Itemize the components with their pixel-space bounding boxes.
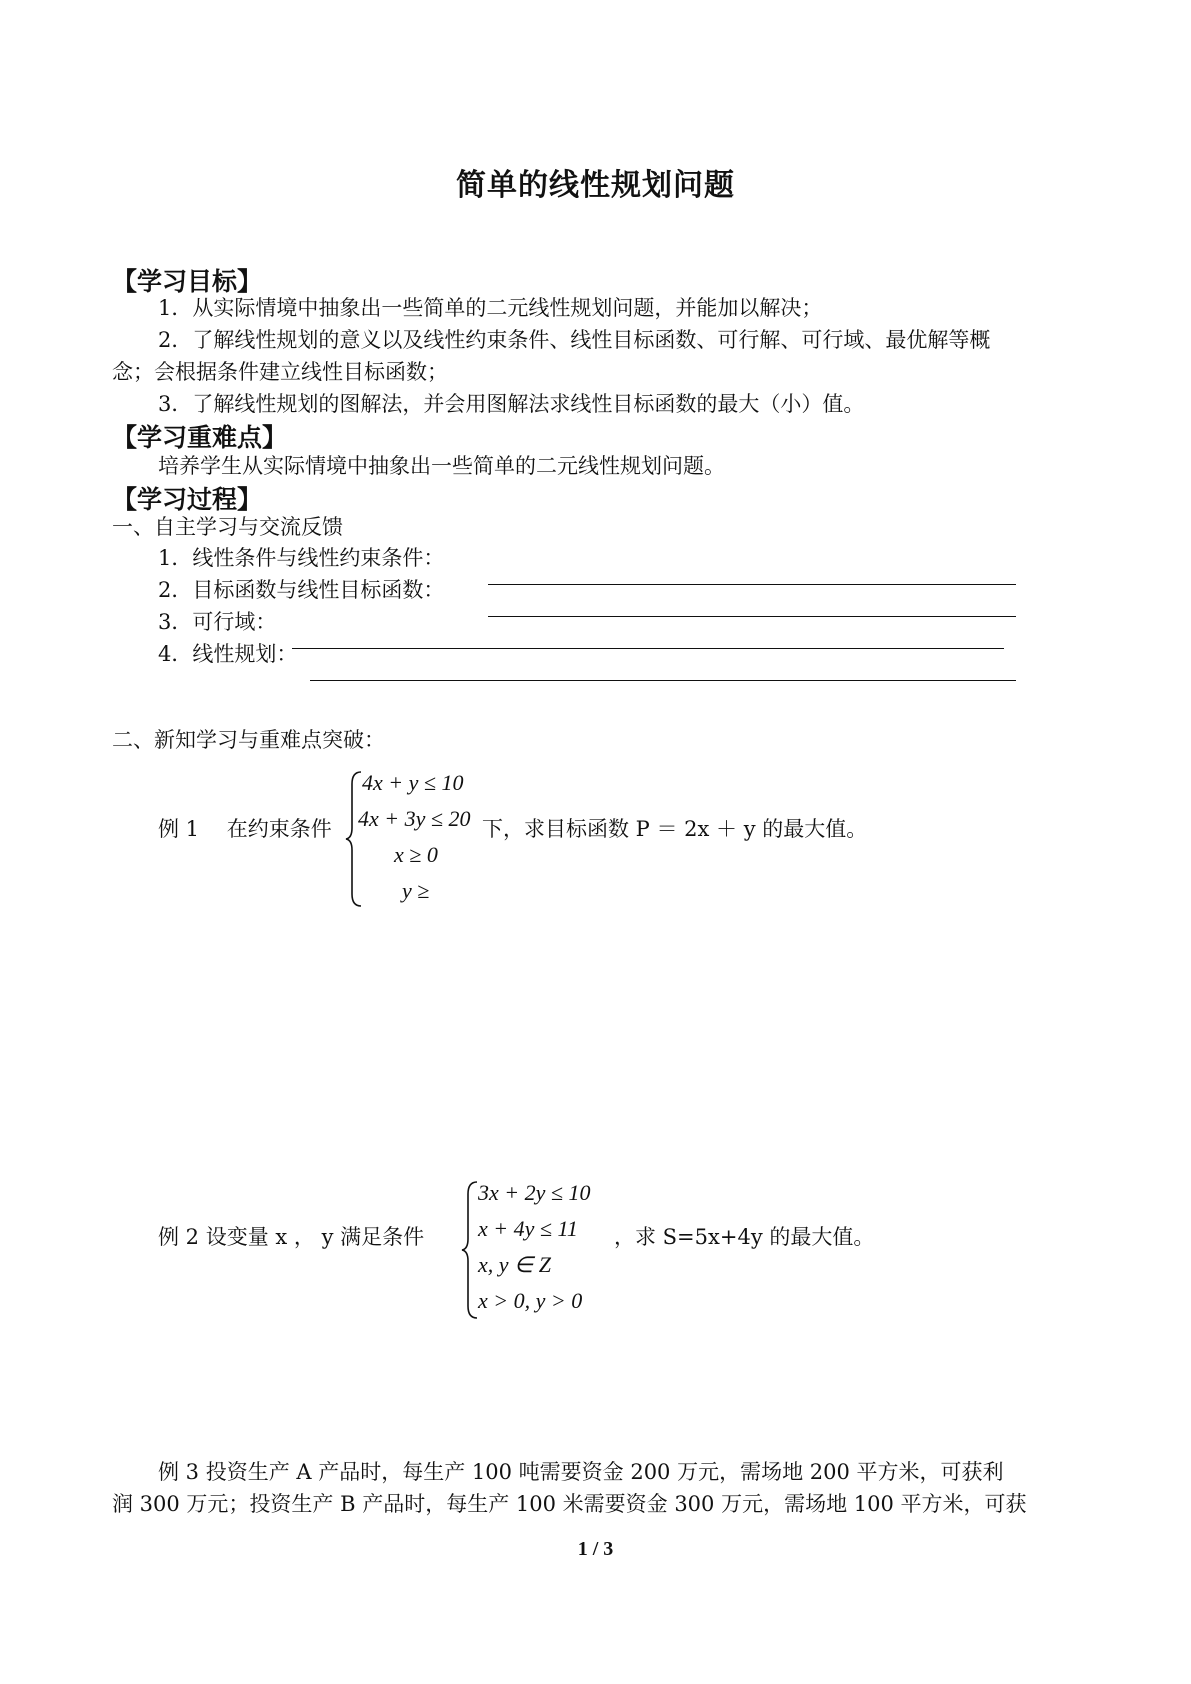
goal-item-2b: 念；会根据条件建立线性目标函数； (112, 360, 448, 384)
example2-constraint-2: x + 4y ≤ 11 (478, 1216, 578, 1241)
section-2-title: 二、新知学习与重难点突破： (112, 728, 385, 752)
keypoints-text: 培养学生从实际情境中抽象出一些简单的二元线性规划问题。 (158, 454, 725, 478)
keypoints-heading: 【学习重难点】 (112, 423, 288, 452)
example1-constraint-1: 4x + y ≤ 10 (362, 770, 464, 795)
example2-constraint-3: x, y ∈ Z (478, 1252, 551, 1277)
example2-prefix: 例 2 设变量 x ， y 满足条件 (158, 1225, 425, 1249)
fill-item-3: 3．可行域： (158, 610, 277, 634)
example2-suffix: ，求 S=5x+4y 的最大值。 (614, 1225, 875, 1249)
example3-line-1: 例 3 投资生产 A 产品时，每生产 100 吨需要资金 200 万元，需场地 200 平方米，可获利 (158, 1460, 1004, 1484)
example1-prefix: 例 1 在约束条件 (158, 817, 332, 841)
fill-item-2: 2．目标函数与线性目标函数： (158, 578, 445, 602)
goal-item-2a: 2．了解线性规划的意义以及线性约束条件、线性目标函数、可行解、可行域、最优解等概 (158, 328, 991, 352)
goal-item-1: 1．从实际情境中抽象出一些简单的二元线性规划问题，并能加以解决； (158, 296, 823, 320)
fill-item-4: 4．线性规划： (158, 642, 298, 666)
goals-heading: 【学习目标】 (112, 267, 263, 296)
example1-constraint-2: 4x + 3y ≤ 20 (358, 806, 471, 831)
example1-suffix: 下，求目标函数 P ＝ 2x ＋ y 的最大值。 (482, 817, 868, 841)
section-1-title: 一、自主学习与交流反馈 (112, 515, 343, 539)
example1-constraint-4: y ≥ (402, 878, 430, 903)
page-title: 简单的线性规划问题 (456, 168, 735, 203)
example1-constraint-3: x ≥ 0 (394, 842, 438, 867)
fill-blank-2[interactable] (488, 616, 1016, 617)
example2-brace (460, 1180, 480, 1320)
page-number: 1 / 3 (577, 1538, 614, 1560)
example3-line-2: 润 300 万元；投资生产 B 产品时，每生产 100 米需要资金 300 万元，需场地 100 平方米，可获 (112, 1492, 1027, 1516)
fill-blank-4[interactable] (310, 680, 1016, 681)
example2-constraint-1: 3x + 2y ≤ 10 (478, 1180, 591, 1205)
goal-item-3: 3．了解线性规划的图解法，并会用图解法求线性目标函数的最大（小）值。 (158, 392, 865, 416)
fill-blank-3[interactable] (292, 648, 1004, 649)
fill-item-1: 1．线性条件与线性约束条件： (158, 546, 445, 570)
process-heading: 【学习过程】 (112, 485, 263, 514)
fill-blank-1[interactable] (488, 584, 1016, 585)
example1-brace (344, 770, 364, 908)
example2-constraint-4: x > 0, y > 0 (478, 1288, 583, 1313)
